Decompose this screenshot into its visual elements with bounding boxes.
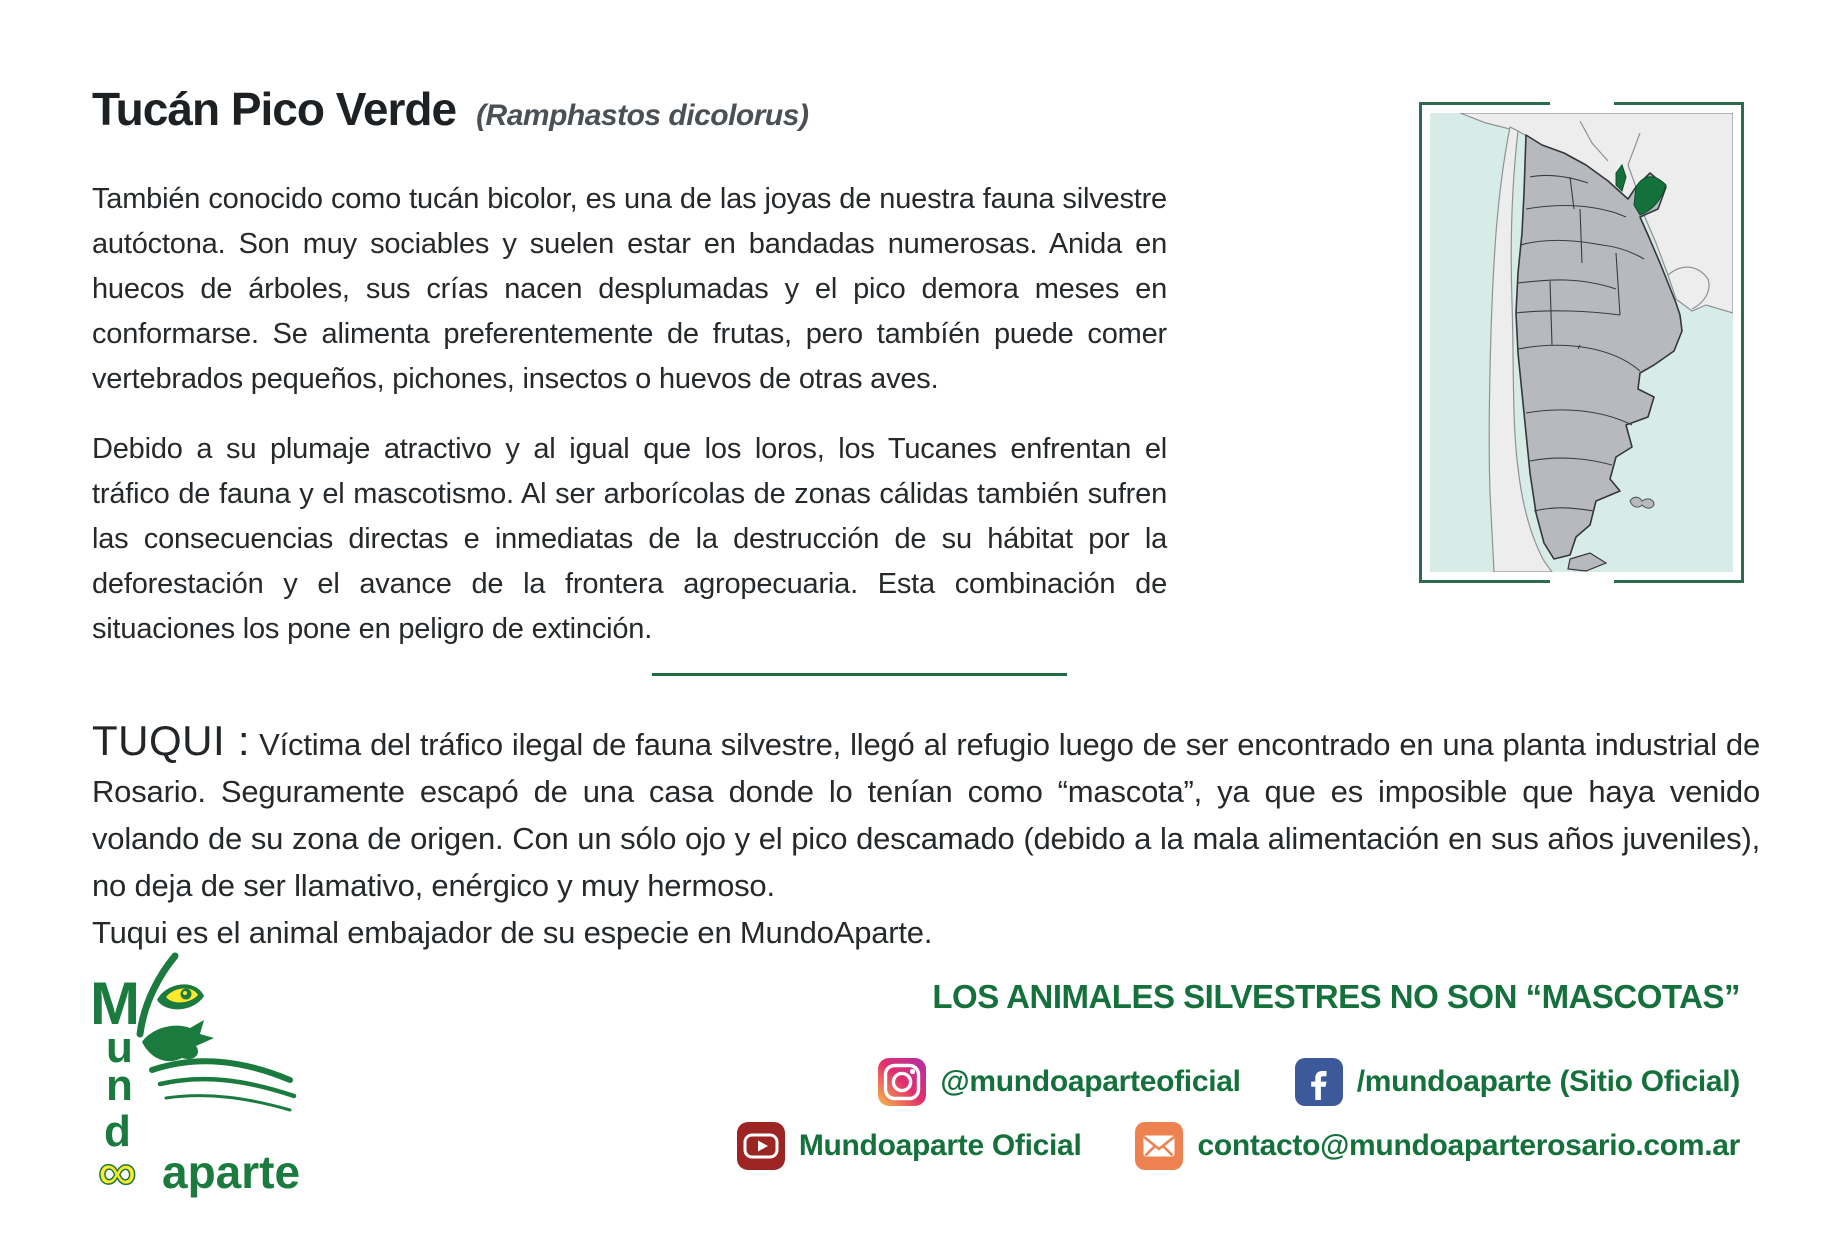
social-row-1	[650, 1058, 1740, 1106]
description-paragraph-2: Debido a su plumaje atractivo y al igual que los loros, los Tucanes enfrentan el tráfico de fauna y el mascotismo. Al ser arborícolas de zonas cálidas también sufren las consecuencias directas e inmediatas de la destrucción de su hábitat por la deforestación y el avance de la frontera agropecuaria. Esta combinación de situaciones los pone en peligro de extinción.	[92, 433, 1167, 645]
tuqui-paragraph	[92, 717, 1760, 956]
logo-letter-d: d	[104, 1107, 131, 1156]
logo-suffix: aparte	[162, 1146, 301, 1198]
email-icon	[1135, 1122, 1183, 1170]
instagram-icon	[878, 1058, 926, 1106]
argentina-range-map	[1419, 102, 1744, 583]
instagram-handle: @mundoaparteoficial	[940, 1065, 1241, 1098]
argentina-map-svg	[1430, 113, 1733, 572]
tuqui-label: TUQUI :	[92, 717, 251, 764]
logo-letter-m: M	[90, 970, 140, 1037]
facebook-icon	[1295, 1058, 1343, 1106]
youtube-icon	[737, 1122, 785, 1170]
facebook-handle: /mundoaparte (Sitio Oficial)	[1356, 1065, 1740, 1098]
logo-letter-n: n	[106, 1061, 133, 1110]
footer-headline: LOS ANIMALES SILVESTRES NO SON “MASCOTAS”	[932, 978, 1740, 1015]
logo-letter-u: u	[106, 1023, 133, 1072]
youtube-handle: Mundoaparte Oficial	[798, 1129, 1082, 1162]
puma-face-icon	[140, 956, 294, 1110]
social-row-2	[650, 1122, 1740, 1170]
tuqui-body: Víctima del tráfico ilegal de fauna silvestre, llegó al refugio luego de ser encontrado en una planta industrial de Rosario. Seguramente escapó de una casa donde lo tenían como “mascota”, ya que es imposible que haya venido volando de su zona de origen. Con un sólo ojo y el pico descamado (debido a la mala alimentación en sus años juveniles), no deja de ser llamativo, enérgico y muy hermoso.	[92, 727, 1760, 903]
logo-infinity: ∞	[98, 1142, 137, 1198]
scientific-name: (Ramphastos dicolorus)	[476, 99, 809, 132]
species-title: Tucán Pico Verde	[92, 83, 457, 135]
title-row	[92, 82, 808, 136]
section-divider	[652, 673, 1067, 676]
description-paragraph-1: También conocido como tucán bicolor, es una de las joyas de nuestra fauna silvestre autóctona. Son muy sociables y suelen estar en bandadas numerosas. Anida en huecos de árboles, sus crías nacen desplumadas y el pico demora meses en conformarse. Se alimenta preferentemente de frutas, pero tambíén puede comer vertebrados pequeños, pichones, insectos o huevos de otras aves.	[92, 183, 1167, 395]
map-frame-gap-top	[1550, 101, 1614, 110]
tuqui-closing: Tuqui es el animal embajador de su especie en MundoAparte.	[92, 915, 933, 950]
email-address: contacto@mundoaparterosario.com.ar	[1197, 1129, 1740, 1162]
map-frame-gap-bottom	[1550, 575, 1614, 584]
mundoaparte-logo	[82, 950, 312, 1198]
